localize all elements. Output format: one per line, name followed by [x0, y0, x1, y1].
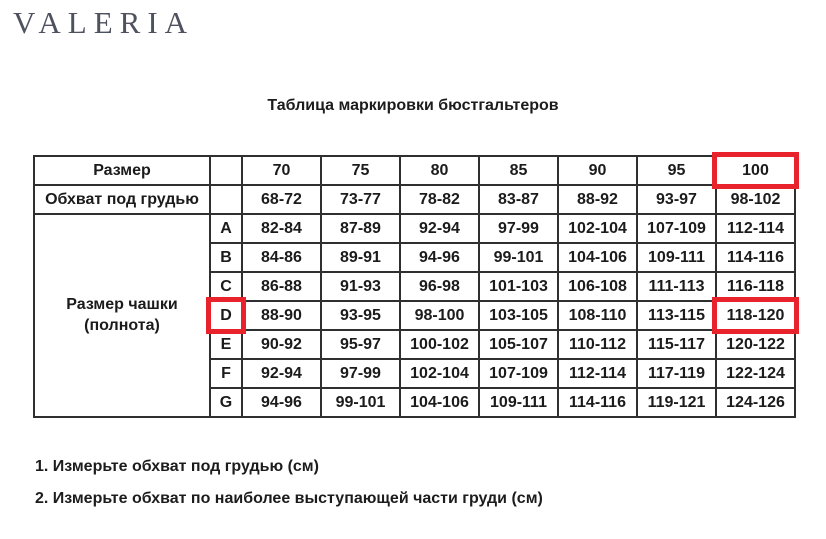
size-header-cell: 85	[479, 156, 558, 185]
cup-letter-cell: D	[210, 301, 242, 330]
size-label-cell: Размер	[34, 156, 210, 185]
cup-value-cell: 94-96	[400, 243, 479, 272]
underbust-label-cell: Обхват под грудью	[34, 185, 210, 214]
cup-value-cell: 104-106	[400, 388, 479, 417]
cup-value-cell: 108-110	[558, 301, 637, 330]
cup-letter-cell: G	[210, 388, 242, 417]
size-spacer-cell	[210, 156, 242, 185]
underbust-value-cell: 73-77	[321, 185, 400, 214]
cup-letter-cell: B	[210, 243, 242, 272]
cup-value-cell: 97-99	[479, 214, 558, 243]
cup-value-cell: 122-124	[716, 359, 795, 388]
cup-value-cell: 114-116	[716, 243, 795, 272]
cup-value-cell: 90-92	[242, 330, 321, 359]
cup-value-cell: 103-105	[479, 301, 558, 330]
cup-value-cell: 93-95	[321, 301, 400, 330]
cup-row-A	[34, 214, 795, 243]
cup-value-cell: 115-117	[637, 330, 716, 359]
cup-value-cell: 86-88	[242, 272, 321, 301]
underbust-value-cell: 93-97	[637, 185, 716, 214]
cup-value-cell: 87-89	[321, 214, 400, 243]
underbust-value-cell: 98-102	[716, 185, 795, 214]
cup-value-cell: 101-103	[479, 272, 558, 301]
measurement-instructions	[35, 458, 543, 522]
cup-value-cell: 102-104	[558, 214, 637, 243]
cup-value-cell: 107-109	[479, 359, 558, 388]
size-header-cell: 100	[716, 156, 795, 185]
cup-value-cell: 114-116	[558, 388, 637, 417]
cup-value-cell: 95-97	[321, 330, 400, 359]
bra-size-table	[33, 155, 796, 418]
cup-letter-cell: C	[210, 272, 242, 301]
table-body	[34, 156, 795, 417]
cup-value-cell: 120-122	[716, 330, 795, 359]
size-header-cell: 80	[400, 156, 479, 185]
cup-value-cell: 92-94	[400, 214, 479, 243]
page-title: Таблица маркировки бюстгальтеров	[267, 97, 559, 114]
cup-size-label-cell	[34, 214, 210, 417]
cup-value-cell: 110-112	[558, 330, 637, 359]
cup-value-cell: 111-113	[637, 272, 716, 301]
cup-value-cell: 106-108	[558, 272, 637, 301]
cup-value-cell: 82-84	[242, 214, 321, 243]
cup-value-cell: 97-99	[321, 359, 400, 388]
cup-size-label-line: (полнота)	[84, 316, 160, 334]
size-header-cell: 95	[637, 156, 716, 185]
cup-value-cell: 98-100	[400, 301, 479, 330]
underbust-spacer-cell	[210, 185, 242, 214]
cup-value-cell: 116-118	[716, 272, 795, 301]
cup-value-cell: 99-101	[479, 243, 558, 272]
size-header-cell: 70	[242, 156, 321, 185]
cup-value-cell: 117-119	[637, 359, 716, 388]
cup-value-cell: 112-114	[716, 214, 795, 243]
size-header-row	[34, 156, 795, 185]
size-header-cell: 75	[321, 156, 400, 185]
instruction-step-2: 2. Измерьте обхват по наиболее выступающей части груди (см)	[35, 490, 543, 507]
cup-value-cell: 105-107	[479, 330, 558, 359]
cup-value-cell: 112-114	[558, 359, 637, 388]
cup-value-cell: 92-94	[242, 359, 321, 388]
cup-value-cell: 107-109	[637, 214, 716, 243]
cup-value-cell: 94-96	[242, 388, 321, 417]
instruction-step-1: 1. Измерьте обхват под грудью (см)	[35, 458, 319, 475]
cup-letter-cell: F	[210, 359, 242, 388]
underbust-value-cell: 83-87	[479, 185, 558, 214]
underbust-value-cell: 88-92	[558, 185, 637, 214]
brand-logo: VALERIA	[13, 5, 195, 40]
cup-letter-cell: A	[210, 214, 242, 243]
underbust-value-cell: 78-82	[400, 185, 479, 214]
cup-value-cell: 113-115	[637, 301, 716, 330]
cup-letter-cell: E	[210, 330, 242, 359]
cup-value-cell: 99-101	[321, 388, 400, 417]
cup-value-cell: 102-104	[400, 359, 479, 388]
cup-value-cell: 124-126	[716, 388, 795, 417]
cup-value-cell: 104-106	[558, 243, 637, 272]
cup-value-cell: 84-86	[242, 243, 321, 272]
cup-value-cell: 89-91	[321, 243, 400, 272]
cup-size-label-line: Размер чашки	[66, 295, 178, 313]
cup-value-cell: 119-121	[637, 388, 716, 417]
cup-value-cell: 96-98	[400, 272, 479, 301]
underbust-row	[34, 185, 795, 214]
cup-value-cell: 88-90	[242, 301, 321, 330]
cup-value-cell: 109-111	[637, 243, 716, 272]
cup-value-cell: 109-111	[479, 388, 558, 417]
cup-value-cell: 91-93	[321, 272, 400, 301]
cup-value-cell: 118-120	[716, 301, 795, 330]
underbust-value-cell: 68-72	[242, 185, 321, 214]
size-header-cell: 90	[558, 156, 637, 185]
cup-value-cell: 100-102	[400, 330, 479, 359]
